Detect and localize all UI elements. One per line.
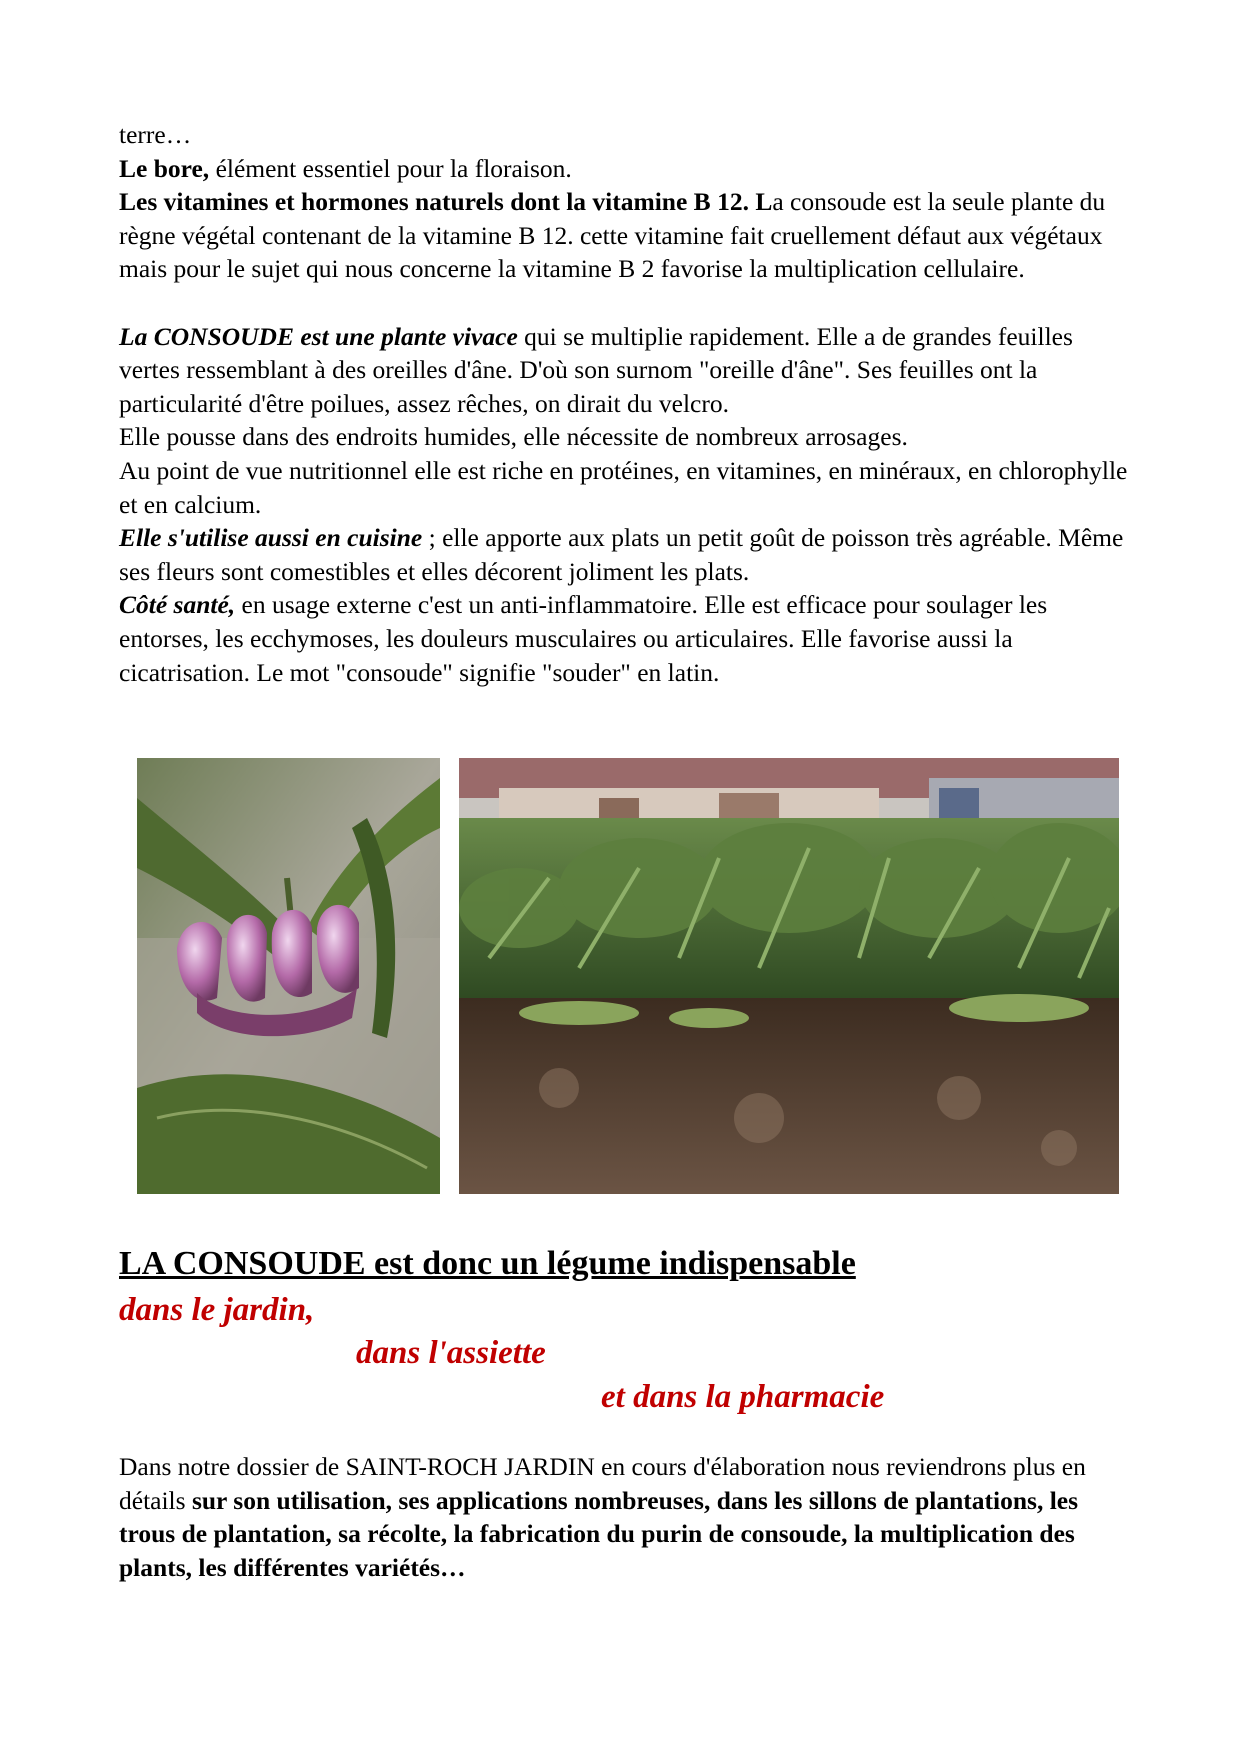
sante-text: en usage externe c'est un anti-inflammatoire. Elle est efficace pour soulager les entorses, les ecchymoses, les douleurs musculaires ou articulaires. Elle favorise aussi la cicatrisation. Le mot "consoude" signifie "souder" en latin. [119, 590, 1048, 687]
cuisine-text: ; elle apporte aux plats un petit goût de poisson très agréable. Même ses fleurs sont comestibles et elles décorent joliment les plats. [119, 523, 1124, 586]
paragraph-nutrition: Au point de vue nutritionnel elle est riche en protéines, en vitamines, en minéraux, en chlorophylle et en calcium. [119, 455, 1128, 519]
cuisine-heading: Elle s'utilise aussi en cuisine [119, 523, 423, 553]
sante-heading: Côté santé, [119, 590, 236, 620]
closing-paragraph [119, 1450, 1129, 1584]
paragraph-sante [119, 588, 1129, 689]
red-line-jardin: dans le jardin, [119, 1292, 315, 1328]
document-body [119, 118, 1129, 689]
bore-text: élément essentiel pour la floraison. [209, 153, 572, 183]
headline: LA CONSOUDE est donc un légume indispensable [119, 1245, 856, 1282]
bore-heading: Le bore, [119, 153, 210, 183]
comfrey-garden-photo [459, 758, 1119, 1194]
vivace-heading: La CONSOUDE est une plante vivace [119, 321, 518, 351]
paragraph-vitamines [119, 185, 1129, 286]
closing-bold-text: sur son utilisation, ses applications nombreuses, dans les sillons de plantations, les trous de plantation, sa récolte, la fabrication du purin de consoude, la multiplication des plants, les différentes variétés… [119, 1485, 1079, 1582]
red-line-pharmacie: et dans la pharmacie [601, 1379, 885, 1415]
paragraph-cuisine [119, 521, 1129, 588]
paragraph-terre: terre… [119, 120, 192, 149]
closing-text: Dans notre dossier de SAINT-ROCH JARDIN en cours d'élaboration nous reviendrons plus en détails [119, 1452, 1086, 1515]
vitamines-text: a consoude est la seule plante du règne végétal contenant de la vitamine B 12. cette vitamine fait cruellement défaut aux végétaux mais pour le sujet qui nous concerne la vitamine B 2 favorise la multiplication cellulaire. [119, 187, 1106, 284]
paragraph-bore [119, 152, 1129, 186]
red-line-assiette: dans l'assiette [356, 1335, 546, 1371]
paragraph-vivace [119, 320, 1129, 421]
comfrey-flower-photo [137, 758, 440, 1194]
vivace-text: qui se multiplie rapidement. Elle a de grandes feuilles vertes ressemblant à des oreilles d'âne. D'où son surnom "oreille d'âne". Ses feuilles ont la particularité d'être poilues, assez rêches, on dirait du velcro. [119, 321, 1073, 418]
paragraph-humide: Elle pousse dans des endroits humides, elle nécessite de nombreux arrosages. [119, 422, 908, 452]
vitamines-heading: Les vitamines et hormones naturels dont la vitamine B 12. L [119, 187, 773, 217]
